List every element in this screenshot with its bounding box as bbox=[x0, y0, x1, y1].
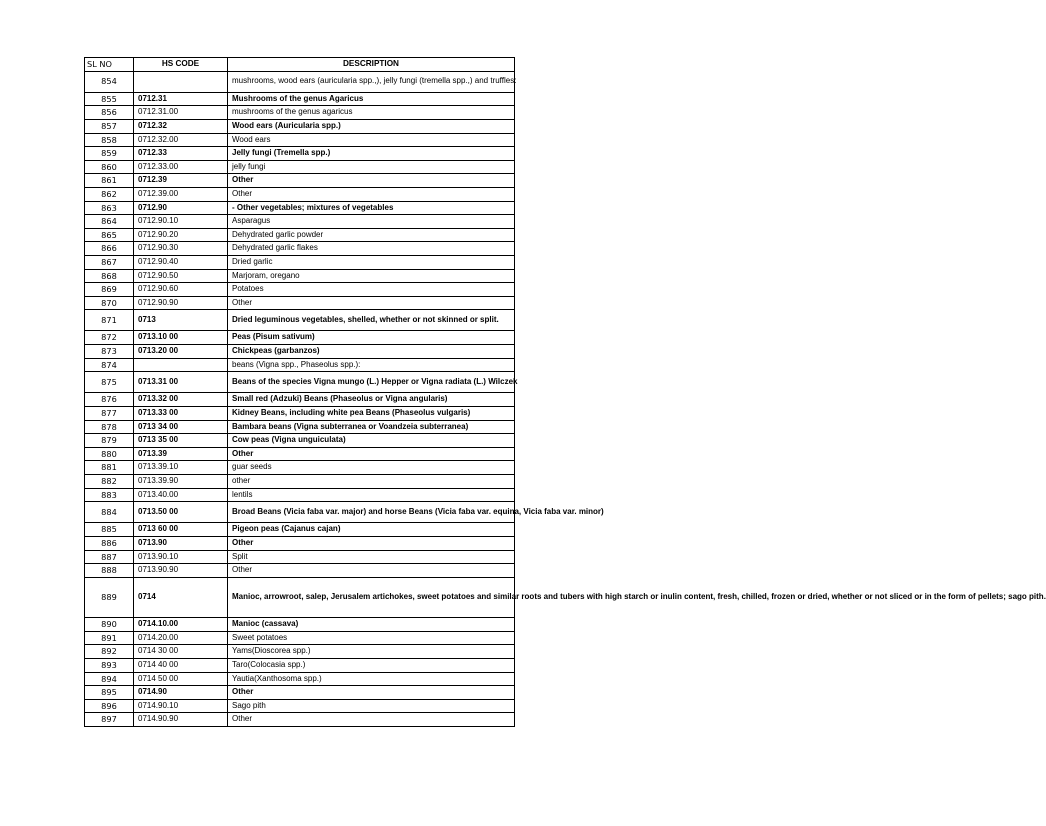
table-row bbox=[85, 618, 515, 632]
description-cell: lentils bbox=[228, 488, 515, 502]
hs-code-cell: 0713.50 00 bbox=[134, 502, 228, 523]
table-row bbox=[85, 713, 515, 727]
hs-code-cell: 0713.90.90 bbox=[134, 564, 228, 578]
description-cell: Mushrooms of the genus Agaricus bbox=[228, 92, 515, 106]
description-cell: Manioc (cassava) bbox=[228, 618, 515, 632]
table-row bbox=[85, 407, 515, 421]
hs-code-cell: 0713 bbox=[134, 310, 228, 331]
hs-code-cell: 0714.20.00 bbox=[134, 631, 228, 645]
description-cell: Split bbox=[228, 550, 515, 564]
hs-code-cell: 0714 30 00 bbox=[134, 645, 228, 659]
description-cell: - Other vegetables; mixtures of vegetables bbox=[228, 201, 515, 215]
sl-no-cell: 858 bbox=[85, 133, 134, 147]
hs-code-cell: 0713.40.00 bbox=[134, 488, 228, 502]
sl-no-cell: 882 bbox=[85, 475, 134, 489]
description-cell: Other bbox=[228, 447, 515, 461]
sl-no-cell: 871 bbox=[85, 310, 134, 331]
table-row bbox=[85, 133, 515, 147]
table-row bbox=[85, 71, 515, 92]
hs-code-cell: 0712.31 bbox=[134, 92, 228, 106]
table-row bbox=[85, 269, 515, 283]
sl-no-cell: 877 bbox=[85, 407, 134, 421]
description-cell: Other bbox=[228, 536, 515, 550]
sl-no-cell: 893 bbox=[85, 658, 134, 672]
sl-no-cell: 889 bbox=[85, 577, 134, 617]
hs-code-cell: 0714.10.00 bbox=[134, 618, 228, 632]
description-cell: Kidney Beans, including white pea Beans (Phaseolus vulgaris) bbox=[228, 407, 515, 421]
table-row bbox=[85, 372, 515, 393]
sl-no-cell: 862 bbox=[85, 187, 134, 201]
sl-no-cell: 883 bbox=[85, 488, 134, 502]
description-cell: Other bbox=[228, 564, 515, 578]
table-row bbox=[85, 393, 515, 407]
description-cell: Wood ears (Auricularia spp.) bbox=[228, 119, 515, 133]
sl-no-cell: 876 bbox=[85, 393, 134, 407]
description-cell: Asparagus bbox=[228, 215, 515, 229]
table-row bbox=[85, 201, 515, 215]
description-cell: Sweet potatoes bbox=[228, 631, 515, 645]
description-cell: mushrooms of the genus agaricus bbox=[228, 106, 515, 120]
hs-code-cell: 0713.20 00 bbox=[134, 345, 228, 359]
description-cell: Other bbox=[228, 187, 515, 201]
description-cell: Dehydrated garlic powder bbox=[228, 228, 515, 242]
description-cell: beans (Vigna spp., Phaseolus spp.): bbox=[228, 358, 515, 372]
hs-code-cell: 0712.90.50 bbox=[134, 269, 228, 283]
sl-no-cell: 864 bbox=[85, 215, 134, 229]
sl-no-cell: 885 bbox=[85, 523, 134, 537]
hs-code-cell: 0713 60 00 bbox=[134, 523, 228, 537]
sl-no-cell: 875 bbox=[85, 372, 134, 393]
sl-no-cell: 872 bbox=[85, 331, 134, 345]
sl-no-cell: 896 bbox=[85, 699, 134, 713]
table-row bbox=[85, 296, 515, 310]
sl-no-cell: 884 bbox=[85, 502, 134, 523]
sl-no-cell: 879 bbox=[85, 434, 134, 448]
hs-code-cell: 0713.10 00 bbox=[134, 331, 228, 345]
hs-code-cell: 0713.32 00 bbox=[134, 393, 228, 407]
table-row bbox=[85, 255, 515, 269]
table-row bbox=[85, 577, 515, 617]
table-row bbox=[85, 160, 515, 174]
description-cell: Pigeon peas (Cajanus cajan) bbox=[228, 523, 515, 537]
sl-no-cell: 865 bbox=[85, 228, 134, 242]
sl-no-cell: 863 bbox=[85, 201, 134, 215]
header-description: DESCRIPTION bbox=[228, 58, 515, 72]
sl-no-cell: 888 bbox=[85, 564, 134, 578]
sl-no-cell: 855 bbox=[85, 92, 134, 106]
hs-code-cell: 0714.90.10 bbox=[134, 699, 228, 713]
description-cell: Jelly fungi (Tremella spp.) bbox=[228, 147, 515, 161]
table-row bbox=[85, 550, 515, 564]
hs-code-cell: 0714 40 00 bbox=[134, 658, 228, 672]
hs-code-cell: 0712.32 bbox=[134, 119, 228, 133]
hs-code-cell: 0712.90 bbox=[134, 201, 228, 215]
description-cell: Other bbox=[228, 713, 515, 727]
hs-code-cell: 0714 bbox=[134, 577, 228, 617]
hs-code-table bbox=[84, 57, 1046, 727]
sl-no-cell: 890 bbox=[85, 618, 134, 632]
description-cell: Beans of the species Vigna mungo (L.) Hepper or Vigna radiata (L.) Wilczek bbox=[228, 372, 515, 393]
sl-no-cell: 861 bbox=[85, 174, 134, 188]
hs-code-cell: 0713 34 00 bbox=[134, 420, 228, 434]
sl-no-cell: 857 bbox=[85, 119, 134, 133]
description-cell: guar seeds bbox=[228, 461, 515, 475]
hs-code-cell: 0712.90.60 bbox=[134, 283, 228, 297]
table-row bbox=[85, 283, 515, 297]
hs-code-cell bbox=[134, 71, 228, 92]
hs-code-cell: 0712.31.00 bbox=[134, 106, 228, 120]
table-row bbox=[85, 502, 515, 523]
sl-no-cell: 895 bbox=[85, 686, 134, 700]
description-cell: Marjoram, oregano bbox=[228, 269, 515, 283]
sl-no-cell: 873 bbox=[85, 345, 134, 359]
sl-no-cell: 892 bbox=[85, 645, 134, 659]
hs-code-cell: 0712.39.00 bbox=[134, 187, 228, 201]
table-row bbox=[85, 106, 515, 120]
sl-no-cell: 869 bbox=[85, 283, 134, 297]
sl-no-cell: 881 bbox=[85, 461, 134, 475]
hs-code-cell: 0713.33 00 bbox=[134, 407, 228, 421]
hs-code-cell: 0713 35 00 bbox=[134, 434, 228, 448]
description-cell: Cow peas (Vigna unguiculata) bbox=[228, 434, 515, 448]
table-row bbox=[85, 564, 515, 578]
table-body bbox=[85, 71, 1046, 726]
header-hs-code: HS CODE bbox=[134, 58, 228, 72]
hs-code-cell: 0712.33 bbox=[134, 147, 228, 161]
description-cell: Dehydrated garlic flakes bbox=[228, 242, 515, 256]
table-row bbox=[85, 434, 515, 448]
sl-no-cell: 887 bbox=[85, 550, 134, 564]
hs-code-cell: 0712.90.90 bbox=[134, 296, 228, 310]
description-cell: jelly fungi bbox=[228, 160, 515, 174]
hs-code-cell: 0714 50 00 bbox=[134, 672, 228, 686]
description-cell: Dried garlic bbox=[228, 255, 515, 269]
sl-no-cell: 874 bbox=[85, 358, 134, 372]
sl-no-cell: 859 bbox=[85, 147, 134, 161]
hs-code-cell: 0712.90.40 bbox=[134, 255, 228, 269]
sl-no-cell: 897 bbox=[85, 713, 134, 727]
table-row bbox=[85, 447, 515, 461]
table-row bbox=[85, 658, 515, 672]
description-cell: Wood ears bbox=[228, 133, 515, 147]
table-row bbox=[85, 631, 515, 645]
hs-code-cell: 0713.39.10 bbox=[134, 461, 228, 475]
hs-code-cell: 0712.90.10 bbox=[134, 215, 228, 229]
sl-no-cell: 867 bbox=[85, 255, 134, 269]
table-row bbox=[85, 187, 515, 201]
sl-no-cell: 886 bbox=[85, 536, 134, 550]
table-row bbox=[85, 147, 515, 161]
hs-code-cell: 0713.39 bbox=[134, 447, 228, 461]
table-row bbox=[85, 523, 515, 537]
sl-no-cell: 880 bbox=[85, 447, 134, 461]
description-cell: Manioc, arrowroot, salep, Jerusalem artichokes, sweet potatoes and similar roots and tubers with high starch or inulin content, fresh, chilled, frozen or dried, whether or not sliced or in the form of pellets; sago pith. bbox=[228, 577, 515, 617]
sl-no-cell: 891 bbox=[85, 631, 134, 645]
table-row bbox=[85, 119, 515, 133]
sl-no-cell: 868 bbox=[85, 269, 134, 283]
description-cell: Yautia(Xanthosoma spp.) bbox=[228, 672, 515, 686]
description-cell: Potatoes bbox=[228, 283, 515, 297]
sl-no-cell: 856 bbox=[85, 106, 134, 120]
table-row bbox=[85, 228, 515, 242]
hs-code-cell: 0713.39.90 bbox=[134, 475, 228, 489]
table-row bbox=[85, 92, 515, 106]
table-row bbox=[85, 331, 515, 345]
table-row bbox=[85, 488, 515, 502]
sl-no-cell: 894 bbox=[85, 672, 134, 686]
table-header-row bbox=[85, 58, 515, 72]
description-cell: Peas (Pisum sativum) bbox=[228, 331, 515, 345]
description-cell: Other bbox=[228, 686, 515, 700]
hs-code-cell: 0713.90 bbox=[134, 536, 228, 550]
table-row bbox=[85, 699, 515, 713]
table-row bbox=[85, 536, 515, 550]
description-cell: Other bbox=[228, 174, 515, 188]
sl-no-cell: 860 bbox=[85, 160, 134, 174]
table-row bbox=[85, 461, 515, 475]
hs-code-cell: 0714.90.90 bbox=[134, 713, 228, 727]
hs-code-cell: 0712.39 bbox=[134, 174, 228, 188]
sl-no-cell: 866 bbox=[85, 242, 134, 256]
table-row bbox=[85, 174, 515, 188]
table-row bbox=[85, 686, 515, 700]
description-cell: other bbox=[228, 475, 515, 489]
hs-code-cell: 0713.90.10 bbox=[134, 550, 228, 564]
table-row bbox=[85, 475, 515, 489]
header-sl-no: SL NO bbox=[85, 58, 134, 72]
table-row bbox=[85, 215, 515, 229]
description-cell: Chickpeas (garbanzos) bbox=[228, 345, 515, 359]
hs-code-cell: 0712.33.00 bbox=[134, 160, 228, 174]
description-cell: Broad Beans (Vicia faba var. major) and horse Beans (Vicia faba var. equina, Vicia faba var. minor) bbox=[228, 502, 515, 523]
table-row bbox=[85, 242, 515, 256]
description-cell: mushrooms, wood ears (auricularia spp.,), jelly fungi (tremella spp.,) and truffles: bbox=[228, 71, 515, 92]
description-cell: Taro(Colocasia spp.) bbox=[228, 658, 515, 672]
table-row bbox=[85, 645, 515, 659]
description-cell: Dried leguminous vegetables, shelled, whether or not skinned or split. bbox=[228, 310, 515, 331]
description-cell: Small red (Adzuki) Beans (Phaseolus or Vigna angularis) bbox=[228, 393, 515, 407]
sl-no-cell: 870 bbox=[85, 296, 134, 310]
table-row bbox=[85, 420, 515, 434]
hs-code-cell: 0714.90 bbox=[134, 686, 228, 700]
hs-code-cell: 0712.90.20 bbox=[134, 228, 228, 242]
hs-code-cell: 0712.32.00 bbox=[134, 133, 228, 147]
description-cell: Sago pith bbox=[228, 699, 515, 713]
description-cell: Other bbox=[228, 296, 515, 310]
sl-no-cell: 854 bbox=[85, 71, 134, 92]
table-row bbox=[85, 358, 515, 372]
hs-code-cell: 0713.31 00 bbox=[134, 372, 228, 393]
table-row bbox=[85, 310, 515, 331]
table-row bbox=[85, 345, 515, 359]
hs-code-cell bbox=[134, 358, 228, 372]
description-cell: Bambara beans (Vigna subterranea or Voandzeia subterranea) bbox=[228, 420, 515, 434]
description-cell: Yams(Dioscorea spp.) bbox=[228, 645, 515, 659]
hs-code-cell: 0712.90.30 bbox=[134, 242, 228, 256]
sl-no-cell: 878 bbox=[85, 420, 134, 434]
table-row bbox=[85, 672, 515, 686]
